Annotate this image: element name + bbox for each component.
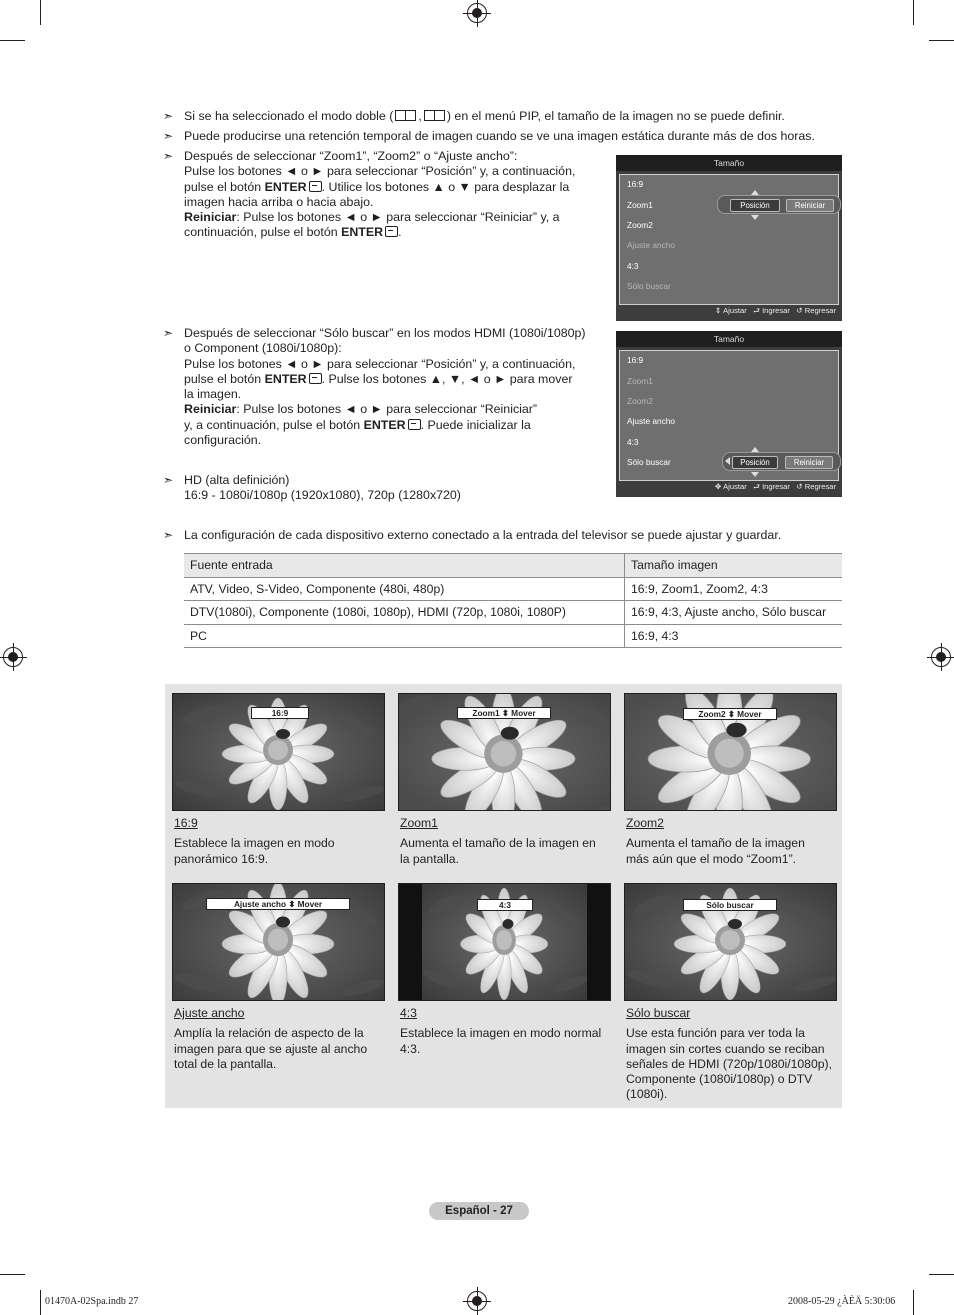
note-arrow-icon: ➣ <box>163 528 174 542</box>
caption-title: Ajuste ancho <box>174 1006 245 1020</box>
caption-desc: Componente (1080i/1080p) o DTV <box>626 1072 813 1087</box>
osd-footer-enter: Ingresar <box>762 482 790 491</box>
registration-mark-icon <box>467 3 487 23</box>
table-cell: 16:9, 4:3, Ajuste ancho, Sólo buscar <box>625 601 843 625</box>
up-arrow-icon <box>751 190 759 195</box>
caption-16-9 <box>174 816 335 867</box>
return-icon: ↺ <box>796 482 803 491</box>
crop-mark <box>40 0 41 25</box>
note-text: y, a continuación, pulse el botón <box>184 417 364 432</box>
table-cell: PC <box>184 624 625 648</box>
osd-label <box>457 707 551 719</box>
enter-icon <box>309 373 322 384</box>
osd-size-menu-zoom <box>616 155 842 321</box>
return-icon: ↺ <box>796 306 803 315</box>
down-arrow-icon <box>751 472 759 477</box>
registration-mark-icon <box>931 647 951 667</box>
crop-mark <box>929 40 954 41</box>
caption-desc: imagen sin cortes cuando se reciban <box>626 1041 825 1056</box>
note-text: o Component (1080i/1080p): <box>184 341 342 356</box>
osd-footer-adjust: Ajustar <box>723 482 747 491</box>
position-button[interactable]: Posición <box>730 199 780 212</box>
caption-desc: más aún que el modo “Zoom1”. <box>626 851 797 866</box>
note-text: Pulse los botones ◄ o ► para seleccionar “Posición” y, a continuación, <box>184 356 576 371</box>
crop-mark <box>40 1290 41 1315</box>
move-icon: ⇕ <box>715 306 722 315</box>
crop-mark <box>0 1274 25 1275</box>
table-cell: ATV, Video, S-Video, Componente (480i, 480p) <box>184 577 625 601</box>
note-text: ) en el menú PIP, el tamaño de la imagen no se puede definir. <box>446 109 785 123</box>
crop-mark <box>929 1274 954 1275</box>
move-icon: ✥ <box>715 482 722 491</box>
double-screen-icon <box>424 110 445 121</box>
osd-title: Tamaño <box>616 155 842 171</box>
enter-label: ENTER <box>264 371 307 386</box>
source-size-table <box>184 553 842 648</box>
note-text: , <box>418 109 422 123</box>
table-header-row <box>184 554 842 578</box>
osd-footer-adjust: Ajustar <box>723 306 747 315</box>
note-arrow-icon: ➣ <box>163 326 174 340</box>
thumb-zoom1 <box>398 693 611 811</box>
thumb-zoom2 <box>624 693 837 811</box>
osd-item: Sólo buscar <box>627 281 671 291</box>
note-text: la imagen. <box>184 387 242 402</box>
enter-label: ENTER <box>341 225 384 240</box>
registration-mark-icon <box>3 647 23 667</box>
caption-just-scan <box>626 1006 832 1103</box>
osd-label-text: Mover <box>511 708 536 718</box>
table-row <box>184 577 842 601</box>
enter-icon <box>309 181 322 192</box>
osd-label <box>683 899 777 911</box>
table-cell: DTV(1080i), Componente (1080i, 1080p), HDMI (720p, 1080i, 1080P) <box>184 601 625 625</box>
page-number-badge: Español - 27 <box>429 1202 529 1220</box>
thumb-4-3 <box>398 883 611 1001</box>
up-down-icon: ⬍ <box>501 708 509 718</box>
caption-desc: total de la pantalla. <box>174 1056 277 1071</box>
caption-desc: (1080i). <box>626 1087 668 1102</box>
osd-item[interactable]: 4:3 <box>627 437 639 447</box>
caption-title: 4:3 <box>400 1006 417 1020</box>
date-slug: 2008-05-29 ¿ÀÈÄ 5:30:06 <box>788 1296 896 1307</box>
caption-desc: Aumenta el tamaño de la imagen <box>626 836 805 851</box>
reset-button[interactable]: Reiniciar <box>786 199 834 212</box>
caption-zoom1 <box>400 816 596 867</box>
note-text: Después de seleccionar “Sólo buscar” en los modos HDMI (1080i/1080p) <box>184 326 586 340</box>
note-text: pulse el botón <box>184 371 265 386</box>
note-text: HD (alta definición) <box>184 473 290 487</box>
thumb-wide-fit <box>172 883 385 1001</box>
enter-label: ENTER <box>363 417 406 432</box>
caption-4-3 <box>400 1006 601 1057</box>
osd-title: Tamaño <box>616 331 842 347</box>
caption-title: Zoom1 <box>400 816 438 830</box>
osd-footer <box>715 481 836 494</box>
osd-option-bar <box>717 195 841 214</box>
osd-item[interactable]: Zoom2 <box>627 220 653 230</box>
enter-icon <box>385 226 398 237</box>
osd-label <box>477 899 533 911</box>
up-down-icon: ⬍ <box>288 899 296 909</box>
note-text: configuración. <box>184 433 262 448</box>
caption-wide-fit <box>174 1006 367 1072</box>
position-button[interactable]: Posición <box>732 456 778 469</box>
table-row <box>184 601 842 625</box>
osd-label <box>206 898 350 910</box>
osd-footer-enter: Ingresar <box>762 306 790 315</box>
osd-label-text: Mover <box>297 899 323 909</box>
enter-label: ENTER <box>264 179 307 194</box>
osd-size-menu-just-scan <box>616 331 842 497</box>
osd-label-text: Zoom1 <box>472 708 500 718</box>
enter-icon: ⮐ <box>753 306 760 315</box>
note-arrow-icon: ➣ <box>163 473 174 487</box>
note-text: . Pulse los botones ▲, ▼, ◄ o ► para mover <box>321 371 573 386</box>
caption-desc: Establece la imagen en modo normal <box>400 1026 602 1041</box>
note-text: pulse el botón <box>184 179 265 194</box>
left-arrow-icon <box>725 457 730 465</box>
caption-desc: 4:3. <box>400 1041 421 1056</box>
thumb-16-9 <box>172 693 385 811</box>
enter-icon: ⮐ <box>753 482 760 491</box>
caption-title: 16:9 <box>174 816 198 830</box>
osd-item[interactable]: Ajuste ancho <box>627 416 675 426</box>
table-header-cell: Tamaño imagen <box>625 554 843 578</box>
crop-mark <box>913 1290 914 1315</box>
note-text: : Pulse los botones ◄ o ► para seleccionar “Reiniciar” y, a <box>236 210 560 225</box>
osd-footer-return: Regresar <box>804 306 836 315</box>
note-text: Después de seleccionar “Zoom1”, “Zoom2” o “Ajuste ancho”: <box>184 149 518 163</box>
table-row <box>184 624 842 648</box>
note-text: 16:9 - 1080i/1080p (1920x1080), 720p (1280x720) <box>184 488 461 503</box>
reset-button[interactable]: Reiniciar <box>785 456 833 469</box>
note-text: La configuración de cada dispositivo externo conectado a la entrada del televisor se puede ajustar y guardar. <box>184 528 782 542</box>
osd-item[interactable]: Sólo buscar <box>627 457 671 467</box>
caption-desc: la pantalla. <box>400 851 459 866</box>
osd-footer <box>715 305 836 318</box>
note-text: Si se ha seleccionado el modo doble ( <box>184 109 394 123</box>
note-arrow-icon: ➣ <box>163 109 174 123</box>
caption-zoom2 <box>626 816 805 867</box>
osd-item: Zoom2 <box>627 396 653 406</box>
osd-label <box>251 707 309 719</box>
note-text: . Puede inicializar la <box>420 417 531 432</box>
caption-desc: Use esta función para ver toda la <box>626 1026 805 1041</box>
crop-mark <box>0 40 25 41</box>
table-cell: 16:9, Zoom1, Zoom2, 4:3 <box>625 577 843 601</box>
osd-label-text: Ajuste ancho <box>233 899 287 909</box>
osd-label-text: 16:9 <box>271 708 289 718</box>
enter-icon <box>408 419 421 430</box>
osd-footer-return: Regresar <box>804 482 836 491</box>
thumb-just-scan <box>624 883 837 1001</box>
note-text: . Utilice los botones ▲ o ▼ para desplazar la <box>321 179 570 194</box>
caption-desc: Establece la imagen en modo <box>174 836 335 851</box>
note-arrow-icon: ➣ <box>163 129 174 143</box>
caption-title: Sólo buscar <box>626 1006 691 1020</box>
osd-label-text: Sólo buscar <box>706 900 754 910</box>
osd-item: Zoom1 <box>627 376 653 386</box>
caption-desc: Aumenta el tamaño de la imagen en <box>400 836 596 851</box>
up-down-icon: ⬍ <box>727 709 735 719</box>
caption-desc: Amplía la relación de aspecto de la <box>174 1026 364 1041</box>
note-arrow-icon: ➣ <box>163 149 174 163</box>
registration-mark-icon <box>467 1291 487 1311</box>
osd-item[interactable]: 16:9 <box>627 179 644 189</box>
caption-title: Zoom2 <box>626 816 664 830</box>
note-text: Pulse los botones ◄ o ► para seleccionar “Posición” y, a continuación, <box>184 164 576 179</box>
reset-label: Reiniciar <box>184 210 237 225</box>
osd-item: Ajuste ancho <box>627 240 675 250</box>
note-text: . <box>398 225 402 240</box>
osd-label-text: Mover <box>737 709 762 719</box>
crop-mark <box>913 0 914 25</box>
reset-label: Reiniciar <box>184 402 237 417</box>
osd-item[interactable]: 16:9 <box>627 355 644 365</box>
note-text: Puede producirse una retención temporal de imagen cuando se ve una imagen estática durante más de dos horas. <box>184 129 815 143</box>
up-arrow-icon <box>751 447 759 452</box>
picture-size-gallery <box>165 684 842 1108</box>
osd-label-text: 4:3 <box>499 900 511 910</box>
note-text: continuación, pulse el botón <box>184 225 342 240</box>
note-text: : Pulse los botones ◄ o ► para seleccionar “Reiniciar” <box>236 402 538 417</box>
caption-desc: panorámico 16:9. <box>174 851 269 866</box>
table-cell: 16:9, 4:3 <box>625 624 843 648</box>
osd-item[interactable]: Zoom1 <box>627 200 653 210</box>
osd-option-bar <box>722 452 841 471</box>
note-text: imagen hacia arriba o hacia abajo. <box>184 194 374 209</box>
table-header-cell: Fuente entrada <box>184 554 625 578</box>
osd-label-text: Zoom2 <box>698 709 726 719</box>
down-arrow-icon <box>751 215 759 220</box>
osd-label <box>683 708 777 720</box>
osd-item[interactable]: 4:3 <box>627 261 639 271</box>
caption-desc: imagen para que se ajuste al ancho <box>174 1041 368 1056</box>
caption-desc: señales de HDMI (720p/1080i/1080p), <box>626 1056 832 1071</box>
file-slug: 01470A-02Spa.indb 27 <box>45 1296 139 1307</box>
double-screen-icon <box>395 110 416 121</box>
